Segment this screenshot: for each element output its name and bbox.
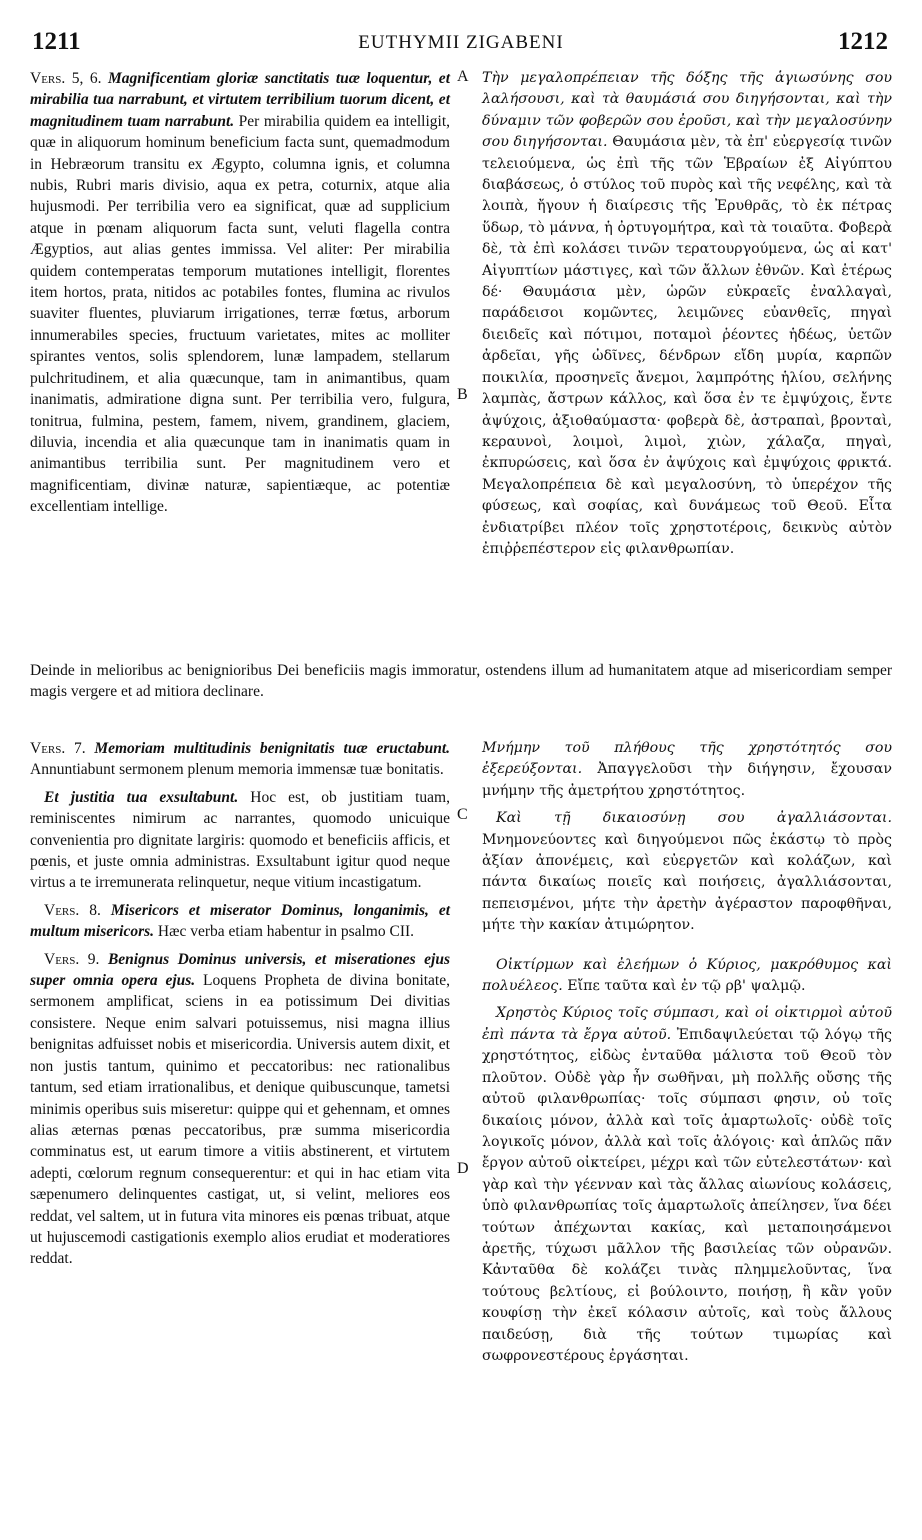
greek-paragraph-vers-8 [482,955,892,998]
margin-letter-b: B [457,386,468,403]
greek-lemma: Μνήμην τοῦ πλήθους τῆς χρηστότητός σου ἐξερεύξονται. [482,740,892,778]
commentary-text: Loquens Propheta de divina bonitate, sermonem amplificat, sciens in ea potissimum Dei divitias consistere. Neque enim salvari potuissemus, nisi magna illius benignitas adfuisset nobis et misericordia. Universis autem dixit, et non justis tantum, quinimo et peccatoribus: nec rationalibus tantum, sed etiam irrationalibus, et denique quibuscunque, tametsi minimis operibus suis miseretur: quippe qui et gehennam, et omnes alias æternas pœnas peccatoribus, præ summa misericordia comminatus est, ut earum timore a vitiis abstinerent, et virtutem adepti, cœlorum regnum consequerentur: et qui in hac etiam vita sæpenumero delinquentes castigat, ut, si velint, meliores eos reddat, vel saltem, ut in futura vita minores eis pœnas tribuat, atque ut hujuscemodi castigationis exemplo alios erudiat et moderatiores reddat. [30,972,450,1268]
latin-paragraph-vers-8 [30,900,450,943]
page-number-right: 1212 [838,28,888,55]
greek-paragraph-vers-5-6 [482,68,892,560]
verse-number: Vers. 7. [30,740,86,757]
latin-paragraph-vers-5-6 [30,68,450,518]
margin-letter-c: C [457,806,468,823]
greek-commentary-text: Εἴπε ταῦτα καὶ ἐν τῷ ρβ' ψαλμῷ. [567,978,806,995]
verse-number: Vers. 9. [44,950,100,968]
latin-paragraph-vers-7 [30,738,450,781]
verse-number: Vers. 5, 6. [30,70,102,87]
greek-paragraph-vers-7 [482,738,892,802]
commentary-text: Per mirabilia quidem ea intelligit, quæ in aliquorum hominum beneficium facta sunt, quemadmodum in Hebræorum transitu ex Ægypto, columna ignis, et columna nubis, Rubri maris divisio, aqua ex petra, coturnix, atque alia hujusmodi. Per terribilia vero ea significat, quæ ad supplicium atque in pœnam aliquorum facta sunt, veluti flagella contra Ægyptios, aut alias gentes immissa. Vel aliter: Per mirabilia quidem contemperatas temporum mutationes intelligit, florentes item hortos, prata, nitidos ac potabiles fontes, flumina ac rivulos suaviter fluentes, pluviarum irrigationes, terræ fœtus, arborum innumerabiles species, fructuum varietates, mites ac molliter spirantes ventos, solis splendorem, lunæ lampadem, stellarum pulchritudinem, et alia quæcunque, tam in animantibus, quam inanimatis, admiratione digna sunt. Per terribilia vero, fulgura, tonitrua, fulmina, pestem, famem, nivem, grandinem, glaciem, diluvia, incendia et alia quæcunque tam in inanimatis quam in animantibus terribilia sunt. Per magnitudinem vero et magnificentiam, divinæ naturæ, sapientiæque, ac potentiæ excellentiam intellige. [30,112,450,516]
running-header [30,28,892,62]
running-title: EUTHYMII ZIGABENI [358,32,564,53]
latin-column-block1 [30,68,450,524]
commentary-text: Annuntiabunt sermonem plenum memoria immensæ tuæ bonitatis. [30,761,444,779]
greek-lemma: Χρηστὸς Κύριος τοῖς σύμπασι, καὶ οἱ οἰκτιρμοὶ αὐτοῦ ἐπὶ πάντα τὰ ἔργα αὐτοῦ. [482,1005,892,1043]
verse-lemma: Misericors et miserator Dominus, longanimis, et multum misericors. [30,901,450,941]
greek-column-block2 [482,738,892,1373]
verse-lemma: Magnificentiam gloriæ sanctitatis tuæ loquentur, et mirabilia tua narrabunt, et virtutem terribilium tuorum dicent, et magnitudinem tuam narrabunt. [30,70,450,130]
greek-commentary-text: Μνημονεύοντες καὶ διηγούμενοι πῶς ἑκάστῳ τὸ πρὸς ἀξίαν ἀπονέμεις, καὶ εὐεργετῶν καὶ κολάζων, καὶ πάντα δικαίως ποιεῖς καὶ ποιήσεις, ἀγαλλιάσονται, πεπεισμένοι, μήτε τὴν ἀρετὴν ἀγέραστον παροφθῆναι, μήτε τὴν κακίαν ἀτιμώρητον. [482,831,892,934]
verse-lemma: Et justitia tua exsultabunt. [44,788,239,806]
greek-column-block1 [482,68,892,566]
greek-lemma: Οἰκτίρμων καὶ ἐλεήμων ὁ Κύριος, μακρόθυμος καὶ πολυέλεος. [482,956,892,995]
latin-column-block2 [30,738,450,1276]
greek-paragraph-justitia [482,808,892,936]
greek-commentary-text: Θαυμάσια μὲν, τὰ ἐπ' εὐεργεσίᾳ τινῶν τελειούμενα, ὡς ἐπὶ τῆς τῶν Ἑβραίων ἐξ Αἰγύπτου διαβάσεως, ὁ στύλος τοῦ πυρὸς καὶ τῆς νεφέλης, καὶ τὰ λοιπὰ, ἤγουν ἡ διαίρεσις τῆς Ἐρυθρᾶς, τὸ ἐκ πέτρας ὕδωρ, τὸ μάννα, ἡ ὀρτυγομήτρα, καὶ τὰ τοιαῦτα. Φοβερὰ δὲ, τὰ ἐπὶ κολάσει τινῶν τερατουργούμενα, ὡς αἱ κατ' Αἰγυπτίων μάστιγες, καὶ τῶν ἄλλων ἐθνῶν. Καὶ ἑτέρως δέ· Θαυμάσια μὲν, ὡρῶν εὐκραεῖς ἐναλλαγαὶ, παράδεισοι κομῶντες, λειμῶνες εὐανθεῖς, πηγαὶ διειδεῖς καὶ πότιμοι, ποταμοὶ ῥέοντες ἡδέως, ὑετῶν ἀρδεῖαι, γῆς ὠδῖνες, δένδρων εἴδη μυρία, καρπῶν ποικιλία, προσηνεῖς ἄνεμοι, λαμπρότης ἡλίου, σελήνης λαμπὰς, ἄστρων κάλλος, καὶ ὅσα ἐν τε ἐμψύχοις, ἔντε ἀψύχοις, ἀξιοθαύμαστα· φοβερὰ δὲ, ἀστραπαὶ, βρονταὶ, κεραυνοὶ, λοιμοὶ, λιμοὶ, χιὼν, χάλαζα, πηγαὶ, ἐκπυρώσεις, καὶ ὅσα ἐν ἀψύχοις καὶ ἐμψύχοις φρικτά. Μεγαλοπρέπεια δὲ καὶ μεγαλοσύνη, τὸ ὑπερέχον τῆς φύσεως, καὶ σοφίας, καὶ δυνάμεως τοῦ Θεοῦ. Εἶτα ἐνδιατρίβει πλέον τοῖς χρηστοτέροις, δεικνὺς αὐτὸν ἐπιῤῥεπέστερον εἰς φιλανθρωπίαν. [482,134,892,557]
latin-paragraph-justitia [30,787,450,894]
verse-lemma: Memoriam multitudinis benignitatis tuæ eructabunt. [94,740,451,757]
commentary-text: Hoc est, ob justitiam tuam, reminiscentes nimirum ac narrantes, quomodo unicuique convenientia pro dignitate largiris: quomodo et beneficiis afficis, et pœnis, et juste omnia administras. Exsultabunt igitur quod neque virtus a te irremunerata relinquetur, neque vitium incastigatum. [30,788,450,892]
margin-letter-a: A [457,68,469,85]
commentary-text: Hæc verba etiam habentur in psalmo CII. [157,923,415,941]
greek-commentary-text: Ἐπιδαψιλεύεται τῷ λόγῳ τῆς χρηστότητος, εἰδὼς ἐνταῦθα μάλιστα τοῦ Θεοῦ τὸν πλοῦτον. Οὐδὲ γὰρ ἦν σωθῆναι, μὴ πολλῆς οὔσης τῆς αὐτοῦ φιλανθρωπίας· τοῖς σύμπασι φησιν, οὐ τοῖς δικαίοις μόνον, ἀλλὰ καὶ τοῖς ἁμαρτωλοῖς· οὐδὲ τοῖς λογικοῖς μόνον, ἀλλὰ καὶ τοῖς ἀλόγοις· καὶ ἁπλῶς πᾶν ἔργον αὐτοῦ οἰκτείρει, μέχρι καὶ τῶν εὐτελεστάτων· καὶ γὰρ καὶ τὴν γέενναν καὶ τὰς ἄλλας αἰωνίους κολάσεις, ὑπὸ φιλανθρωπίας τοῖς ἁμαρτωλοῖς ἀπείλησεν, ἵνα δέει τούτων ἀπέχωνται κακίας, καὶ μεταποιησάμενοι ἀρετῆς, τύχωσι μᾶλλον τῆς βασιλείας τῶν οὐρανῶν. Κἀνταῦθα δὲ κολάζει τινὰς πλημμελοῦντας, ἵνα τούτους βελτίους, εἰ βούλοιντο, ποιήσῃ, ἢ κἂν γοῦν κουφίσῃ τὴν ἐκεῖ κόλασιν αὐτοῖς, καὶ τοὺς ἄλλους παιδεύσῃ, διὰ τῆς τούτων τιμωρίας καὶ σωφρονεστέρους ἐργάσηται. [482,1026,892,1364]
full-width-continuation: Deinde in melioribus ac benignioribus Dei beneficiis magis immoratur, ostendens illum ad humanitatem atque ad misericordiam semper magis vergere et ad mitiora declinare. [30,662,892,701]
greek-commentary-text: Ἀπαγγελοῦσι τὴν διήγησιν, ἔχουσαν μνήμην τῆς ἀμετρήτου χρηστότητος. [482,761,892,799]
verse-number: Vers. 8. [44,901,101,919]
margin-letter-d: D [457,1160,469,1177]
verse-lemma: Benignus Dominus universis, et miserationes ejus super omnia opera ejus. [30,950,450,990]
latin-paragraph-vers-9 [30,949,450,1270]
greek-paragraph-vers-9 [482,1003,892,1367]
greek-lemma: Καὶ τῇ δικαιοσύνῃ σου ἀγαλλιάσονται. [496,810,892,827]
greek-lemma: Τὴν μεγαλοπρέπειαν τῆς δόξης τῆς ἁγιωσύνης σου λαλήσουσι, καὶ τὰ θαυμάσιά σου διηγήσονται, καὶ τὴν δύναμιν τῶν φοβερῶν σου ἐροῦσι, καὶ τὴν μεγαλοσύνην σου διηγήσονται. [482,70,892,151]
page-number-left: 1211 [32,28,81,55]
